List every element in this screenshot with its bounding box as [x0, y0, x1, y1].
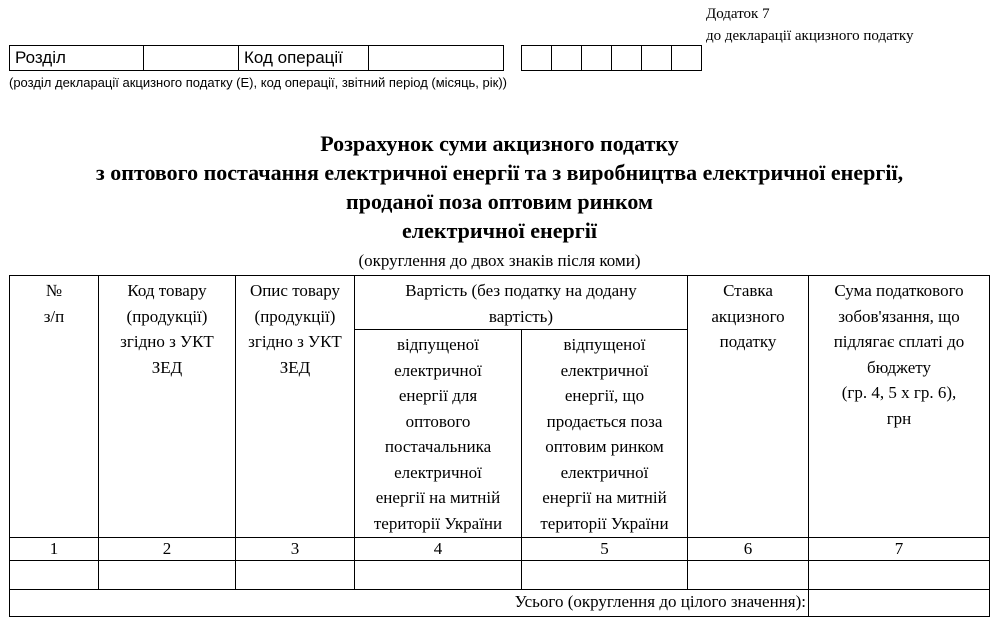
period-digit-box[interactable]: [522, 46, 552, 71]
document-title: [0, 129, 999, 245]
column-number: 1: [10, 538, 99, 561]
header-lines: [239, 278, 351, 380]
section-label: Розділ: [10, 46, 144, 71]
table-cell[interactable]: [355, 561, 522, 590]
reporting-period-boxes: [521, 45, 702, 71]
header-hint: (розділ декларації акцизного податку (Е), код операції, звітний період (місяць, рік)): [9, 75, 507, 90]
header-line: енергії на митній: [375, 488, 501, 507]
header-line: вартість): [488, 306, 554, 326]
operation-code-label: Код операції: [239, 46, 369, 71]
period-digit-box[interactable]: [642, 46, 672, 71]
header-lines: [691, 278, 805, 355]
header-line: (продукції): [254, 306, 336, 326]
header-line: бюджету: [867, 357, 931, 377]
header-line: оптовим ринком: [545, 437, 664, 456]
rounding-note: (округлення до двох знаків після коми): [358, 251, 641, 270]
total-label: Усього (округлення до цілого значення):: [10, 590, 809, 617]
header-cell-off-market-value: [522, 330, 688, 538]
table-row: [10, 561, 990, 590]
table-cell[interactable]: [809, 561, 990, 590]
period-digit-box[interactable]: [672, 46, 702, 71]
operation-code-field[interactable]: [369, 46, 504, 71]
header-cell-value-group: [355, 276, 688, 330]
header-cell-product-code: [99, 276, 236, 538]
header-line: енергії, що: [564, 386, 645, 405]
header-line: електричної: [560, 360, 649, 380]
header-line: Опис товару: [249, 281, 341, 300]
header-lines: [812, 278, 986, 431]
excise-calculation-table: [9, 275, 990, 617]
header-cell-wholesale-value: [355, 330, 522, 538]
header-line: №: [45, 281, 63, 300]
column-number: 5: [522, 538, 688, 561]
header-line: ЗЕД: [279, 357, 311, 377]
header-cell-product-description: [236, 276, 355, 538]
column-number: 6: [688, 538, 809, 561]
header-line: зобов'язання, що: [838, 306, 960, 326]
header-line: енергії для: [398, 386, 478, 405]
header-cell-excise-rate: [688, 276, 809, 538]
header-line: акцизного: [711, 306, 785, 326]
header-lines: [525, 332, 684, 536]
header-line: електричної: [394, 360, 482, 380]
section-field[interactable]: [144, 46, 239, 71]
table-cell[interactable]: [236, 561, 355, 590]
header-line: з/п: [43, 306, 65, 326]
column-number: 3: [236, 538, 355, 561]
column-number: 2: [99, 538, 236, 561]
header-line: території України: [373, 513, 503, 533]
title-line: з оптового постачання електричної енергії та з виробництва електричної енергії,: [95, 160, 904, 185]
header-line: Ставка: [723, 281, 773, 300]
header-cell-tax-amount: [809, 276, 990, 538]
header-line: Код товару: [127, 281, 207, 300]
header-line: згідно з УКТ: [120, 332, 214, 351]
header-cell-number: [10, 276, 99, 538]
header-lines: [358, 278, 684, 329]
table-cell[interactable]: [10, 561, 99, 590]
annex-description: до декларації акцизного податку: [706, 28, 914, 44]
header-line: території України: [540, 513, 669, 533]
column-number: 4: [355, 538, 522, 561]
header-line: постачальника: [384, 437, 492, 456]
header-line: енергії на митній: [542, 488, 667, 507]
header-line: відпущеної: [397, 335, 479, 354]
header-line: Вартість (без податку на додану: [405, 281, 637, 300]
header-line: оптового: [405, 411, 471, 431]
header-lines: [358, 332, 518, 536]
header-line: електричної: [394, 462, 482, 482]
table-cell[interactable]: [99, 561, 236, 590]
header-lines: [102, 278, 232, 380]
column-number: 7: [809, 538, 990, 561]
header-line: податку: [719, 332, 777, 351]
header-line: підлягає сплаті до: [833, 332, 965, 351]
header-line: продається поза: [546, 411, 663, 431]
period-digit-box[interactable]: [552, 46, 582, 71]
total-value-cell[interactable]: [809, 590, 990, 617]
header-line: Сума податкового: [834, 281, 964, 300]
table-cell[interactable]: [522, 561, 688, 590]
title-line: електричної енергії: [402, 218, 597, 243]
title-line: Розрахунок суми акцизного податку: [320, 131, 679, 156]
header-lines: [13, 278, 95, 329]
table-cell[interactable]: [688, 561, 809, 590]
section-operation-box: [9, 45, 504, 71]
header-line: (продукції): [126, 306, 208, 326]
header-line: ЗЕД: [151, 357, 183, 377]
header-line: відпущеної: [563, 335, 646, 354]
header-line: (гр. 4, 5 х гр. 6),: [841, 383, 957, 402]
header-line: електричної: [560, 462, 649, 482]
annex-reference: [706, 3, 913, 47]
annex-number: Додаток 7: [706, 6, 770, 22]
title-line: проданої поза оптовим ринком: [346, 189, 653, 214]
period-digit-box[interactable]: [612, 46, 642, 71]
header-line: згідно з УКТ: [248, 332, 342, 351]
period-digit-box[interactable]: [582, 46, 612, 71]
header-line: грн: [886, 408, 912, 428]
